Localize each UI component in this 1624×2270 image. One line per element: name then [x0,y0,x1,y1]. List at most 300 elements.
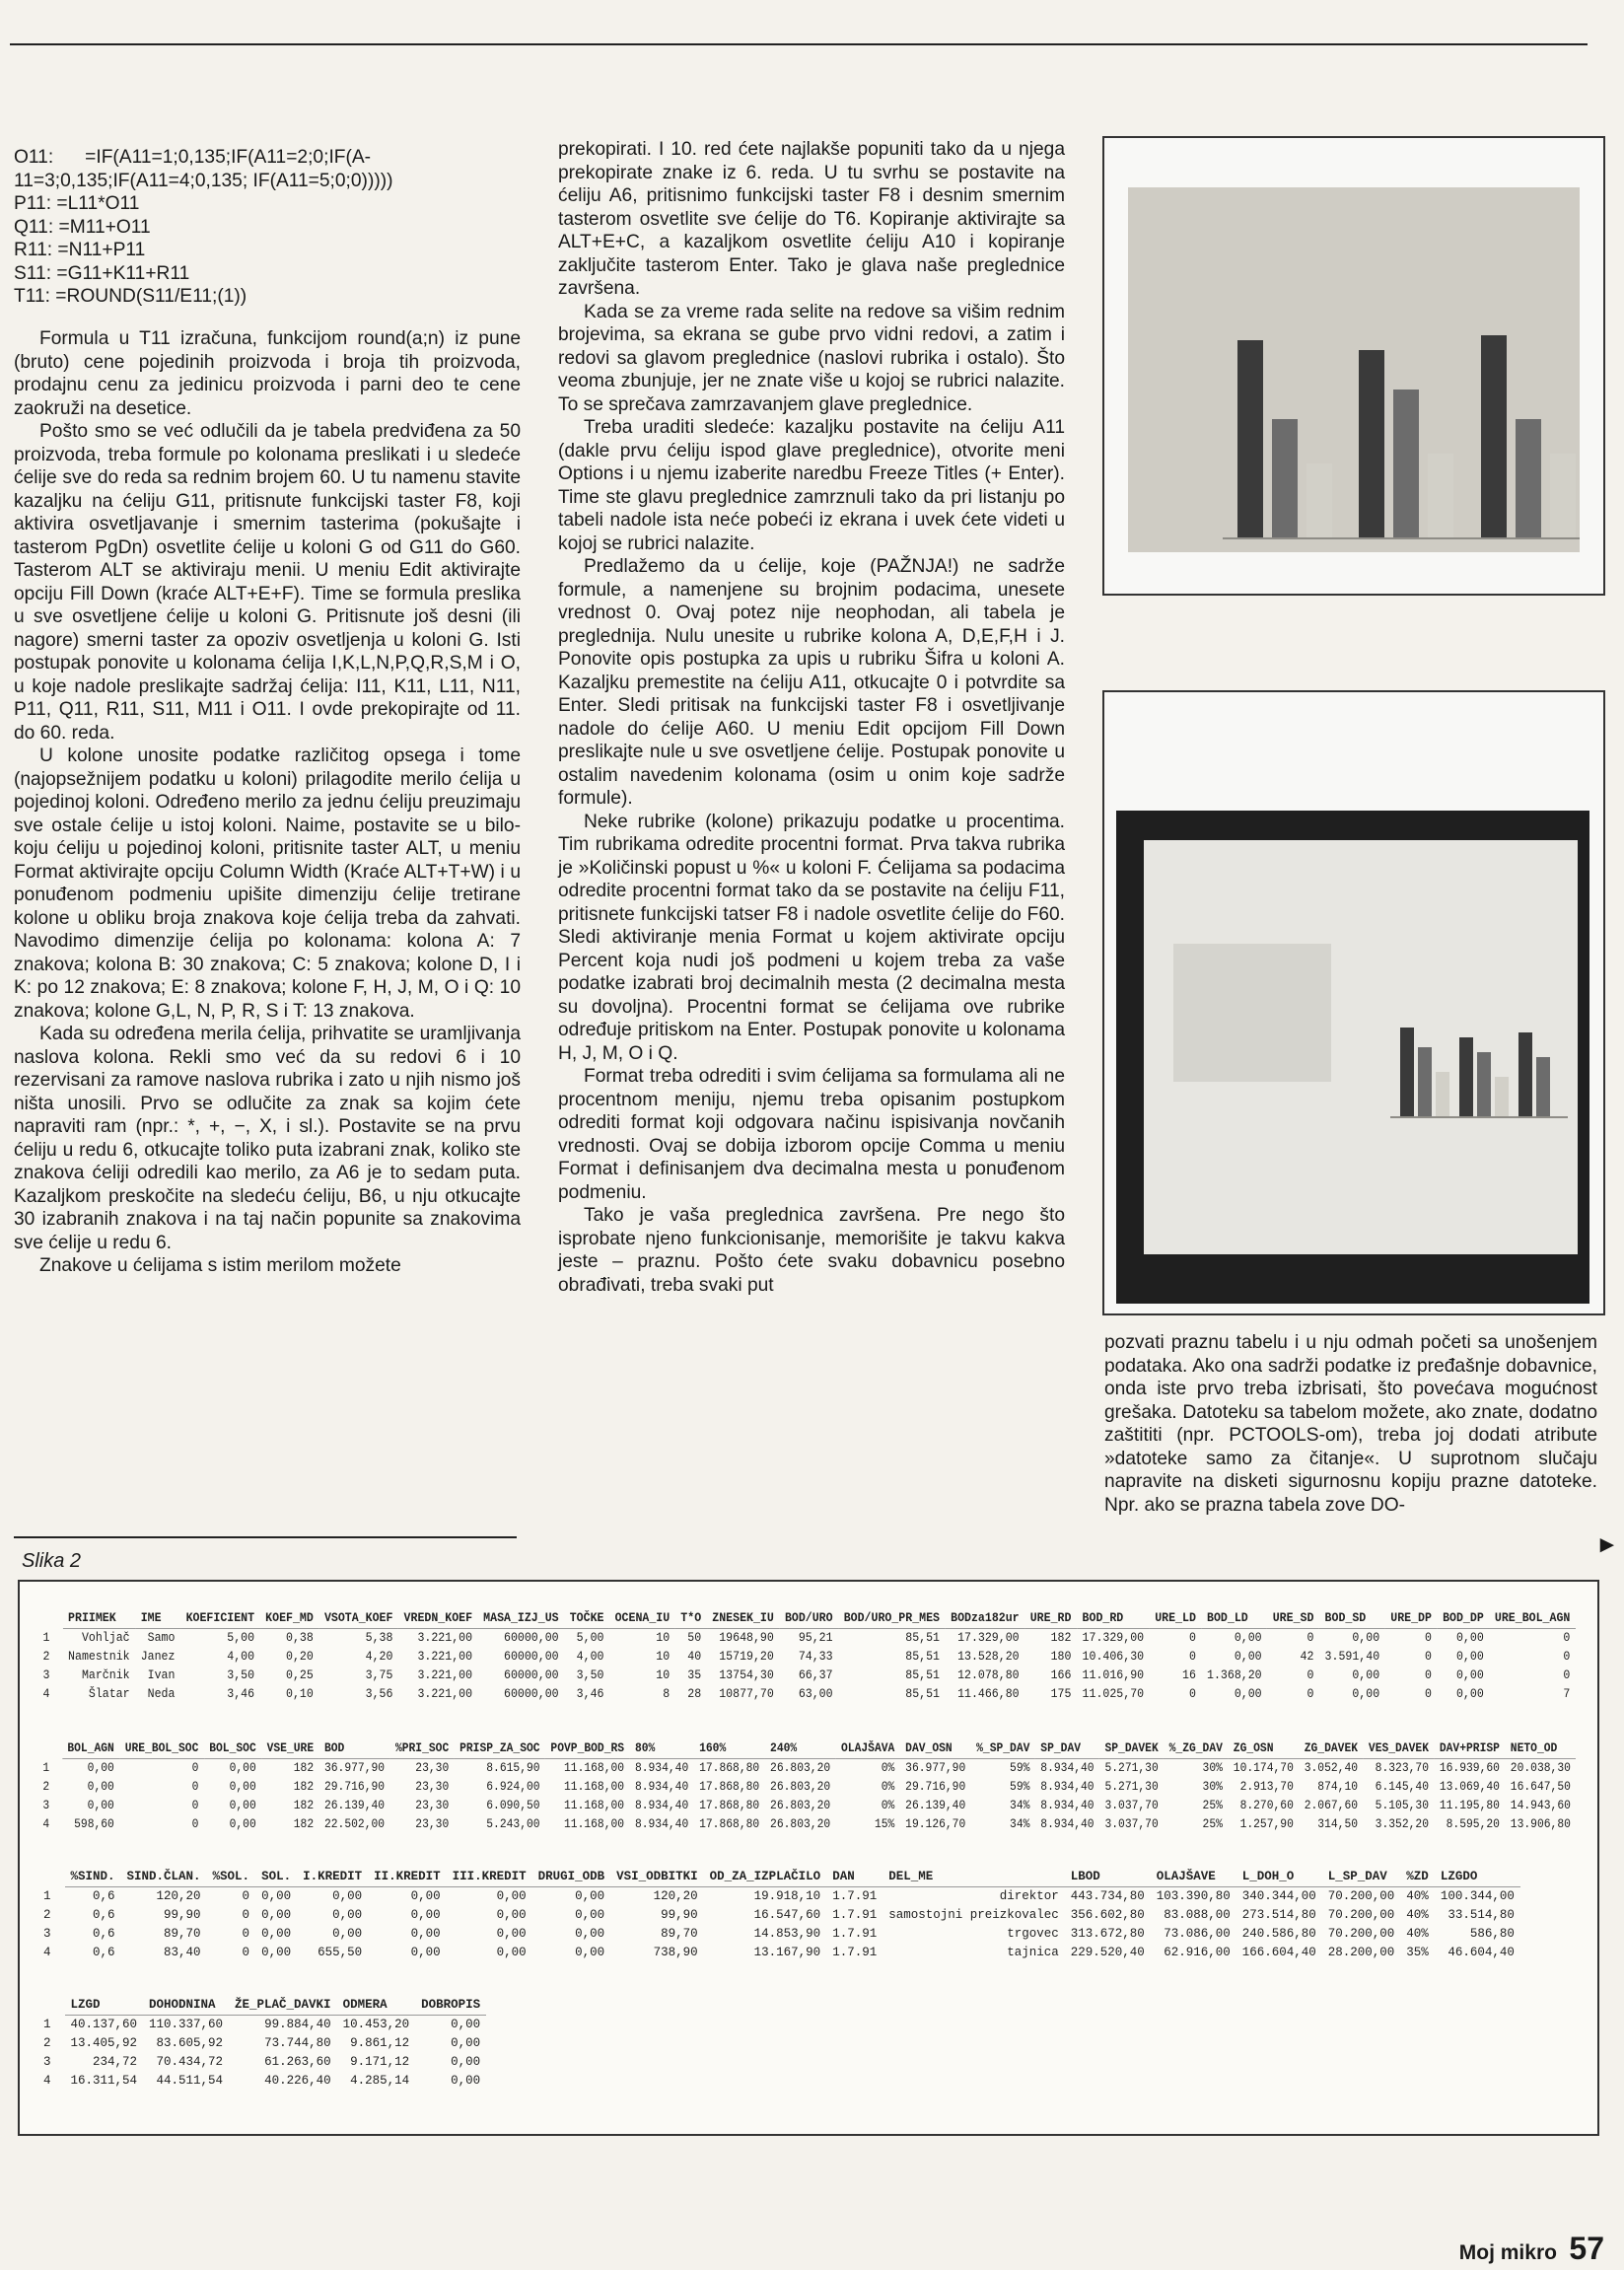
table-cell: 6.924,00 [486,1780,540,1794]
table-cell: 2 [43,2036,51,2050]
table-cell: Janez [140,1650,176,1664]
table-cell: 99,90 [661,1908,698,1922]
table-cell: 0 [1306,1668,1314,1682]
table-cell: 1 [43,2017,51,2031]
table-cell: 40.226,40 [264,2074,331,2088]
column-header: URE_LD [1150,1609,1202,1629]
table-cell: 10.174,70 [1233,1761,1294,1775]
table-cell: 2.913,70 [1239,1780,1294,1794]
table-cell: 29.716,90 [323,1780,386,1794]
table-cell: 1.7.91 [832,1927,878,1941]
table-cell: 13.069,40 [1439,1780,1500,1794]
table-cell: 4,20 [365,1650,393,1664]
column-header: TOČKE [564,1609,609,1629]
table-cell: 83,40 [164,1946,201,1959]
table-cell: 314,50 [1317,1817,1359,1831]
table-cell: Neda [147,1687,176,1701]
table-cell: 15719,20 [719,1650,774,1664]
column-header: SP_DAVEK [1099,1739,1164,1759]
table-cell: 0 [242,1908,250,1922]
column-header: SOL. [255,1868,297,1887]
table-cell: 0 [191,1761,199,1775]
table-cell: 11.195,80 [1439,1799,1500,1812]
table-cell: 99.884,40 [264,2018,331,2031]
table-cell: 8.595,20 [1446,1817,1500,1831]
table-cell: 0% [881,1799,895,1812]
printout-table [37,1868,1520,1962]
table-cell: 70.434,72 [156,2055,224,2069]
table-cell: 19648,90 [719,1631,774,1645]
table-cell: 313.672,80 [1070,1927,1145,1941]
table-cell: 28.200,00 [1327,1946,1395,1959]
table-row [37,2072,486,2091]
table-cell: 0 [1563,1631,1571,1645]
table-cell: 40% [1406,1889,1429,1903]
column-header: URE_BOL_AGN [1489,1609,1576,1629]
table-cell: 3 [43,1927,51,1941]
table-cell: 59% [1010,1780,1030,1794]
table-cell: 3.352,20 [1375,1817,1429,1831]
column-header: %_ZG_DAV [1164,1739,1228,1759]
table-cell: 180 [1050,1650,1072,1664]
page-number: 57 [1569,2231,1604,2266]
table-cell: 34% [1010,1799,1030,1812]
column-header: DAV_OSN [900,1739,971,1759]
table-cell: 0 [1306,1631,1314,1645]
table-cell: 240.586,80 [1241,1927,1316,1941]
table-cell: 166.604,40 [1241,1946,1316,1959]
table-cell: 6.145,40 [1375,1780,1429,1794]
table-cell: 4,00 [576,1650,604,1664]
table-cell: 8.934,40 [634,1780,689,1794]
table-cell: 14.943,60 [1510,1799,1571,1812]
table-cell: 85,51 [905,1668,941,1682]
table-cell: 0,00 [1352,1687,1380,1701]
column-header: LBOD [1065,1868,1151,1887]
table-cell: 0,00 [261,1908,292,1922]
table-cell: 182 [293,1799,315,1812]
paragraph: Znakove u ćelijama s istim merilom možete [39,1255,401,1276]
table-cell: 13.528,20 [957,1650,1020,1664]
paragraph: Treba uraditi sledeće: kazaljku postavite na ćeliju A11 (dakle prvu ćeliju ispod glave preglednice), otvorite meni Options i u njemu izaberite naredbu Freeze Titles (+ Enter). Time ste glavu preglednice zamrznuli tako da pri listanju po tabeli nadole ista neće pobeći iz ekrana i uvek ćete videti u kojoj se rubrici nalazite. [558,417,1065,554]
table-cell: 8.615,90 [486,1761,540,1775]
table-row [37,1667,1576,1685]
table-cell: 26.803,20 [770,1761,831,1775]
column-header: BOD/URO_PR_MES [838,1609,945,1629]
column-header: NETO_OD [1505,1739,1576,1759]
formula-line: 11=3;0,135;IF(A11=4;0,135; IF(A11=5;0;0))))) [14,170,393,191]
table-cell: 89,70 [164,1927,201,1941]
column-header: DAN [826,1868,883,1887]
table-cell: 8 [663,1687,671,1701]
table-cell: 0,00 [1455,1631,1484,1645]
table-cell: 0,00 [87,1780,114,1794]
paragraph: Pošto smo se već odlučili da je tabela predviđena za 50 proizvoda, treba formule po kolonama preslikati i u sledeće ćelije sve do reda sa rednim brojem 60. U tu namenu stavite kazaljku na ćeliju G11, pritisnute funkcijski taster F8, koji aktivira osvetljavanje i smernim tasterima (pokušajte i tasterom PgDn) osvetlite ćelije u koloni G od G11 do G60. Tasterom ALT se aktiviraju menii. U meniu Edit aktivirajte opciju Fill Down (kraće ALT+E+F). Time se formula preslika u sve osvetljene ćelije u koloni G. Pritisnute još desni (ili nagore) smerni taster za opoziv osvetljenja u koloni G. Isti postupak ponovite u kolonama ćelija I,K,L,N,P,Q,R,S,M i O, u koje nadole preslikajte sadržaj ćelija: I11, K11, L11, N11, P11, Q11, R11, S11, M11 i O11. I ovde prekopirajte od 11. do 60. reda. [14,421,521,744]
table-cell: 874,10 [1317,1780,1359,1794]
table-cell: 0,00 [496,1908,527,1922]
table-cell: Namestnik [68,1650,130,1664]
table-cell: 0 [1563,1650,1571,1664]
table-cell: 0,00 [575,1908,605,1922]
table-cell: 9.171,12 [350,2055,410,2069]
table-row [37,2016,486,2035]
table-cell: 0,00 [1352,1631,1380,1645]
monitor-screen [1128,187,1580,552]
table-cell: 95,21 [798,1631,833,1645]
column-header: BOD [319,1739,390,1759]
table-cell: 26.803,20 [770,1799,831,1812]
table-cell: 3,50 [227,1668,255,1682]
table-cell: 11.466,80 [957,1687,1020,1701]
table-cell: 70.200,00 [1327,1908,1395,1922]
paragraph: pozvati praznu tabelu i u nju odmah početi sa unošenjem podataka. Ako ona sadrži podatke iz pređašnje dobavnice, onda iste prvo treba izbrisati, što povećava mogućnost grešaka. Datoteku sa tabelom možete, ako znate, dodatno zaštititi (npr. PCTOOLS-om), treba joj dodati atribute »datoteke samo za čitanje«. U suprotnom slučaju napravite na disketi sigurnosnu kopiju prazne datoteke. Npr. ako se prazna tabela zove DO- [1104,1332,1597,1516]
table-cell: 0,00 [229,1799,256,1812]
table-cell: 40% [1406,1927,1429,1941]
table-cell: 0,38 [286,1631,314,1645]
printout-table [37,1609,1576,1704]
caption-rule [14,1536,517,1538]
table-cell: 120,20 [156,1889,201,1903]
table-cell: 10.453,20 [342,2018,410,2031]
table-cell: 443.734,80 [1070,1889,1145,1903]
table-row [37,1887,1520,1907]
table-cell: 0,00 [575,1927,605,1941]
table-cell: 28 [687,1687,702,1701]
column-header: VSI_ODBITKI [610,1868,704,1887]
table-cell: 110.337,60 [149,2018,224,2031]
column-header: URE_DP [1385,1609,1438,1629]
table-cell: 62.916,00 [1164,1946,1231,1959]
paragraph: U kolone unosite podatke različitog opsega i tome (najopsežnijem podatku u koloni) prilagodite merilo ćelija u pojedinoj koloni. Određeno merilo za jednu ćeliju preuzimaju sve ostale ćelije u istoj koloni. Naime, postavite se u bilo-koju ćeliju u pojedinoj koloni, pritisnite taster ALT, u meniu Format aktivirajte opciju Column Width (Kraće ALT+T+W) i u ponuđenom podmeniu upišite dimenziju ćelije tretirane kolone u obliku broja znakova koje ćelija treba da zahvati. Navodimo dimenzije ćelija po kolonama: kolona A: 7 znakova; kolona B: 30 znakova; C: 5 znakova; kolone D, I i K: po 12 znakova; E: 8 znakova; kolone F, H, J, M, O i Q: 10 znakova; kolone G,L, N, P, R, S i T: 13 znakova. [14,745,521,1022]
column-header: OLAJŠAVA [836,1739,900,1759]
table-cell: 83.088,00 [1164,1908,1231,1922]
formula-line: R11: =N11+P11 [14,240,146,260]
table-cell: 11.168,00 [563,1817,625,1831]
table-cell: 4 [43,1946,51,1959]
table-cell: 0 [1306,1687,1314,1701]
column-header: 160% [694,1739,765,1759]
table-cell: 89,70 [661,1927,698,1941]
formula-line: S11: =G11+K11+R11 [14,262,190,284]
column-header: BOD_LD [1201,1609,1267,1629]
column-header: II.KREDIT [368,1868,447,1887]
article-left-column [14,327,521,1278]
table-cell: 17.868,80 [699,1799,760,1812]
table-cell: 99,90 [164,1908,201,1922]
table-cell: 19.918,10 [753,1889,821,1903]
column-header: KOEF_MD [260,1609,319,1629]
table-cell: 1 [43,1888,51,1903]
table-cell: 5.271,30 [1104,1761,1159,1775]
table-cell: 11.016,90 [1082,1668,1145,1682]
column-header: BOL_AGN [62,1739,119,1759]
table-cell: 5.243,00 [486,1817,540,1831]
table-cell: 4 [43,2074,51,2088]
table-cell: 50 [687,1631,702,1645]
table-cell: 0% [881,1780,895,1794]
column-header: URE_SD [1267,1609,1319,1629]
table-cell: 0 [191,1817,199,1831]
table-cell: 16.939,60 [1439,1761,1500,1775]
table-cell: 85,51 [905,1650,941,1664]
table-cell: 3,46 [227,1687,255,1701]
table-cell: tajnica [1007,1946,1059,1959]
table-row [37,1759,1576,1779]
column-header: %PRI_SOC [390,1739,455,1759]
table-cell: 0,6 [93,1889,115,1903]
table-cell: 8.934,40 [634,1761,689,1775]
table-cell: 1.7.91 [832,1946,878,1959]
table-cell: 0 [242,1889,250,1903]
table-cell: 10 [656,1650,671,1664]
table-cell: 30% [1202,1761,1223,1775]
table-cell: 26.139,40 [905,1799,966,1812]
column-header: DOHODNINA [143,1996,229,2016]
table-cell: 63,00 [798,1687,833,1701]
table-cell: 0,25 [286,1668,314,1682]
table-cell: 5,00 [227,1631,255,1645]
printout-table [37,1996,486,2091]
table-cell: 356.602,80 [1070,1908,1145,1922]
column-header: DRUGI_ODB [532,1868,611,1887]
table-cell: 0,00 [332,1908,363,1922]
magazine-name: Moj mikro [1458,2241,1557,2264]
table-cell: 3.052,40 [1304,1761,1359,1775]
table-row [37,1925,1520,1944]
table-cell: 8.934,40 [634,1799,689,1812]
table-cell: 22.502,00 [323,1817,386,1831]
table-cell: 0 [1425,1631,1432,1645]
paragraph: Neke rubrike (kolone) prikazuju podatke u procentima. Tim rubrikama odredite procentni format. Prva takva rubrika je »Količinski popust u %« u koloni F. Ćelijama sa podacima odredite procentni format tako da se postavite na ćeliju F11, pritisnete funkcijski tatser F8 i nadole osvetlite ćelije do F60. Sledi aktiviranje menia Format u kojem aktivirate opciju Percent koja nudi još podmeni u kojem treba za vaše podatke izabrati broj decimalnih mesta (2 decimalna mesta su dovoljna). Procentni format se ćelijama ove rubrike određuje pritiskom na Enter. Postupak ponovite u kolonama H, J, M, O i Q. [558,811,1065,1064]
table-cell: 10877,70 [719,1687,774,1701]
table-cell: 0 [242,1946,250,1959]
table-cell: 26.139,40 [323,1799,386,1812]
table-cell: 13.906,80 [1510,1817,1571,1831]
table-cell: 17.329,00 [1082,1631,1145,1645]
table-cell: 23,30 [415,1780,450,1794]
column-header: SP_DAV [1035,1739,1099,1759]
table-cell: 35% [1406,1946,1429,1959]
table-cell: 17.868,80 [699,1780,760,1794]
article-middle-column [558,138,1065,1297]
table-cell: 166 [1050,1668,1072,1682]
column-header: %ZD [1400,1868,1435,1887]
table-cell: 40 [687,1650,702,1664]
table-row [37,1685,1576,1704]
table-cell: 70.200,00 [1327,1927,1395,1941]
table-cell: 3,75 [365,1668,393,1682]
table-cell: 8.934,40 [1040,1761,1094,1775]
formula-line: O11: =IF(A11=1;0,135;IF(A11=2;0;IF(A- [14,147,372,168]
column-header: 80% [630,1739,694,1759]
table-cell: 8.323,70 [1375,1761,1429,1775]
table-cell: 3 [42,1799,50,1812]
table-cell: 23,30 [415,1817,450,1831]
column-header: ZG_OSN [1228,1739,1299,1759]
table-cell: 8.934,40 [1040,1780,1094,1794]
table-cell: 0,00 [1455,1668,1484,1682]
paragraph: Kada se za vreme rada selite na redove sa višim rednim brojevima, sa ekrana se gube prvo vidni redovi, a zatim i redovi sa glavom preglednice (naslovi rubrika i ostalo). Što veoma zbunjuje, jer ne znate više u kojoj se rubrici nalazite. To se sprečava zamrzavanjem glave preglednice. [558,301,1065,415]
table-cell: 1.7.91 [832,1889,878,1903]
table-cell: 0,00 [410,1908,441,1922]
column-header: I.KREDIT [297,1868,368,1887]
column-header: POVP_BOD_RS [545,1739,630,1759]
table-cell: 0,00 [410,1946,441,1959]
paragraph: Tako je vaša preglednica završena. Pre nego što isprobate njeno funkcionisanje, memorišite je takvu kakva jeste – praznu. Pošto ćete svaku dobavnicu posebno obrađivati, treba svaki put [558,1205,1065,1296]
table-cell: 0 [1425,1650,1432,1664]
column-header: %SOL. [207,1868,256,1887]
paragraph: Format treba odrediti i svim ćelijama sa formulama ali ne procentnom meniju, njemu treba opisanim postupkom odrediti format koji odgovara načinu ispisivanja novčanih vrednosti. Ovaj se dobija izborom opcije Comma u meniu Format i definisanjem dva decimalna mesta u ponuđenom podmeniu. [558,1066,1065,1203]
printout-block-2 [37,1739,1576,1834]
table-cell: 3.221,00 [417,1668,473,1682]
figure-caption: Slika 2 [22,1550,82,1572]
table-cell: 0 [1188,1687,1196,1701]
table-row [37,1797,1576,1815]
table-cell: 46.604,40 [1447,1946,1515,1959]
table-cell: 16.547,60 [753,1908,821,1922]
column-header: T*O [675,1609,707,1629]
table-cell: 0,00 [229,1817,256,1831]
column-header: ODMERA [337,1996,416,2016]
table-cell: 0,00 [451,2018,481,2031]
table-cell: 3.037,70 [1104,1799,1159,1812]
table-cell: 3,50 [576,1668,604,1682]
table-cell: 3.221,00 [417,1687,473,1701]
table-cell: 0,00 [229,1761,256,1775]
table-cell: 13.405,92 [70,2036,138,2050]
table-cell: 0,00 [575,1946,605,1959]
column-header: LZGD [65,1996,144,2016]
table-cell: 0,00 [451,2055,481,2069]
table-cell: 229.520,40 [1070,1946,1145,1959]
table-cell: Šlatar [88,1687,130,1701]
table-cell: 0,6 [93,1908,115,1922]
table-cell: 10 [656,1668,671,1682]
table-cell: 30% [1202,1780,1223,1794]
table-cell: 35 [687,1668,702,1682]
column-header: VES_DAVEK [1363,1739,1434,1759]
table-cell: 25% [1202,1799,1223,1812]
table-cell: 73.086,00 [1164,1927,1231,1941]
continue-arrow-icon: ► [1595,1531,1619,1558]
table-cell: 15% [874,1817,895,1831]
table-cell: 234,72 [93,2055,138,2069]
table-cell: 5.105,30 [1375,1799,1429,1812]
column-header: BOD_RD [1077,1609,1150,1629]
table-cell: 3.037,70 [1104,1817,1159,1831]
table-cell: 100.344,00 [1440,1889,1515,1903]
table-cell: Ivan [147,1668,176,1682]
table-row [37,2053,486,2072]
table-cell: 0,20 [286,1650,314,1664]
table-cell: 33.514,80 [1447,1908,1515,1922]
table-cell: 0 [1188,1650,1196,1664]
table-cell: 85,51 [905,1687,941,1701]
table-cell: 0,00 [1455,1687,1484,1701]
column-header: MASA_IZJ_US [478,1609,565,1629]
table-cell: 3,56 [365,1687,393,1701]
table-cell: 26.803,20 [770,1817,831,1831]
screen-photo-top [1102,136,1605,596]
column-header: BOL_SOC [204,1739,261,1759]
table-cell: samostojni preizkovalec [888,1908,1059,1922]
table-cell: Samo [147,1631,176,1645]
table-cell: 14.853,90 [753,1927,821,1941]
table-cell: 10 [656,1631,671,1645]
table-cell: 0,10 [286,1687,314,1701]
table-cell: 120,20 [653,1889,698,1903]
table-cell: 5,00 [576,1631,604,1645]
table-cell: 175 [1050,1687,1072,1701]
paragraph: prekopirati. I 10. red ćete najlakše popuniti tako da u njega prekopirate znake iz 6. reda. U tu svrhu se postavite na ćeliju A6, pritisnimo funkcijski taster F8 i desnim smernim tasterom osvetlite sve ćelije do T6. Kopiranje aktivirajte sa ALT+E+C, a kazaljkom osvetlite ćeliju A10 i kopiranje zaključite tasterom Enter. Tako je glava naše preglednice završena. [558,139,1065,299]
table-cell: 73.744,80 [264,2036,331,2050]
column-header: L_SP_DAV [1322,1868,1401,1887]
printout-block-4 [37,1996,486,2091]
column-header: OLAJŠAVE [1151,1868,1236,1887]
column-header: BODza182ur [946,1609,1025,1629]
table-cell: 23,30 [415,1799,450,1812]
table-cell: 34% [1010,1817,1030,1831]
column-header: PRIIMEK [62,1609,135,1629]
formula-listing [14,146,521,309]
table-cell: 182 [293,1780,315,1794]
table-cell: 36.977,90 [905,1761,966,1775]
table-cell: 0 [1563,1668,1571,1682]
table-cell: 0 [1425,1668,1432,1682]
table-cell: 3.221,00 [417,1650,473,1664]
table-cell: 85,51 [905,1631,941,1645]
payroll-printout [18,1580,1599,2136]
table-cell: 2 [42,1780,50,1794]
table-cell: 4 [42,1687,50,1701]
table-cell: 16.647,50 [1510,1780,1571,1794]
paragraph: Formula u T11 izračuna, funkcijom round(a;n) iz pune (bruto) cene pojedinih proizvoda i broja tih proizvoda, prodajnu cenu za jedinicu proizvoda i parni deo te cene zaokruži na desetice. [14,328,521,419]
table-cell: 20.038,30 [1510,1761,1571,1775]
column-header: %SIND. [65,1868,121,1887]
table-cell: 6.090,50 [486,1799,540,1812]
table-cell: 5.271,30 [1104,1780,1159,1794]
table-cell: 0,00 [496,1946,527,1959]
column-header: SIND.ČLAN. [121,1868,207,1887]
formula-line: P11: =L11*O11 [14,193,140,214]
table-row [37,1648,1576,1667]
table-cell: 0,00 [1455,1650,1484,1664]
table-cell: 0,00 [1234,1650,1262,1664]
table-cell: 1.7.91 [832,1908,878,1922]
column-header: ZNESEK_IU [707,1609,780,1629]
table-cell: 36.977,90 [323,1761,386,1775]
table-cell: 5,38 [365,1631,393,1645]
table-cell: 340.344,00 [1241,1889,1316,1903]
table-cell: Marčnik [81,1668,130,1682]
table-cell: 0,00 [332,1927,363,1941]
table-cell: 23,30 [415,1761,450,1775]
column-header: DOBROPIS [415,1996,486,2016]
table-cell: 3.591,40 [1324,1650,1380,1664]
table-cell: 0 [191,1799,199,1812]
table-cell: 0,00 [87,1799,114,1812]
table-cell: 0,6 [93,1946,115,1959]
column-header: BOD_DP [1438,1609,1490,1629]
table-cell: 60000,00 [504,1668,559,1682]
screen-photo-bottom [1102,690,1605,1315]
table-cell: 182 [293,1817,315,1831]
table-cell: 738,90 [653,1946,698,1959]
table-cell: 182 [293,1761,315,1775]
table-cell: 4 [42,1817,50,1831]
table-cell: 0 [191,1780,199,1794]
table-cell: 0,00 [496,1927,527,1941]
